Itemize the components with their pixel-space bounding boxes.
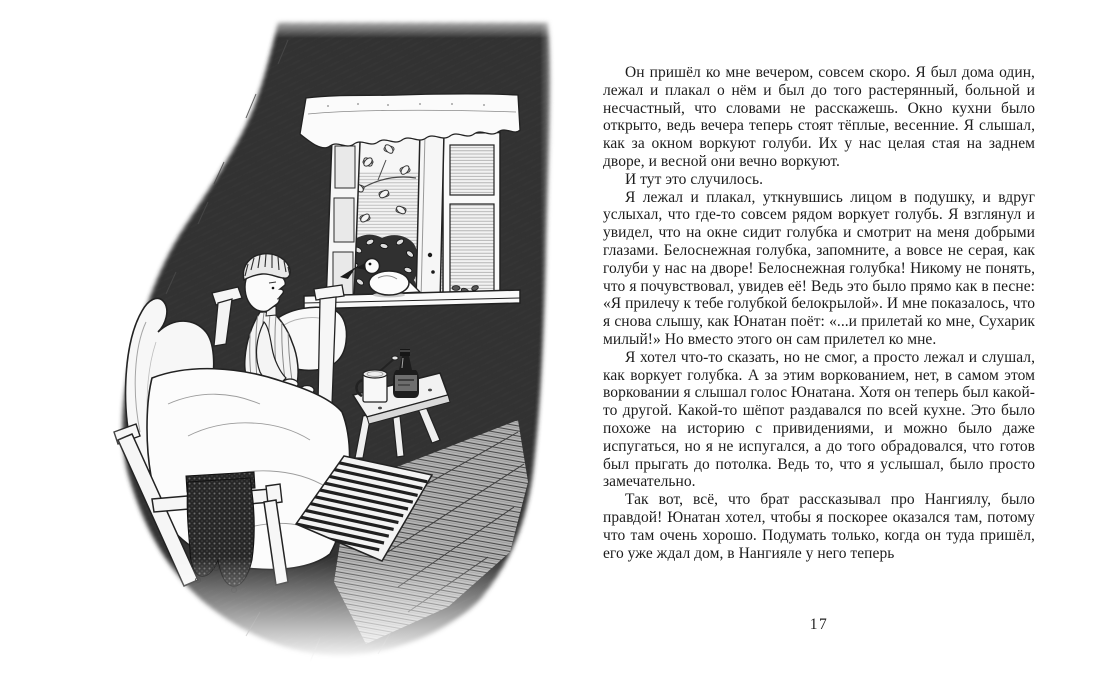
paragraph: Я хотел что-то сказать, но не смог, а просто лежал и слушал, как воркует голубка. А за этим воркованием, нет, в самом этом ворковании я слышал голос Юнатана. Хотя он теперь был какой-то другой. Какой-то шёпот раздавался по всей кухне. Это было похоже на историю с привидениями, и можно было даже испугаться, но я не испугался, а до того обрадовался, что готов был прыгать до потолка. Ведь то, что я услышал, было просто замечательно. bbox=[603, 348, 1035, 491]
paragraph: И тут это случилось. bbox=[625, 170, 764, 188]
illustration bbox=[48, 12, 568, 662]
page-number: 17 bbox=[809, 616, 829, 633]
top-fade bbox=[48, 12, 568, 38]
window-left-casement bbox=[326, 138, 360, 304]
paragraph: Так вот, всё, что брат рассказывал про Нангиялу, было правдой! Юнатан хотел, чтобы я поскорее оказался там, потому что там очень хорошо. Подумать только, когда он туда пришёл, его уже ждал дом, в Нангияле у него теперь bbox=[603, 491, 1035, 562]
paragraph: Он пришёл ко мне вечером, совсем скоро. Я был дома один, лежал и плакал о нём и был до того растерянный, больной и несчастный, что словами не расскажешь. Окно кухни было открыто, ведь вечера теперь стоят тёплые, весенние. Я слышал, как за окном воркуют голуби. Их у нас целая стая на заднем дворе, и весной они вечно воркуют. bbox=[603, 64, 1035, 170]
left-fade bbox=[48, 12, 128, 662]
window-right-sash bbox=[443, 132, 500, 302]
page-text bbox=[603, 64, 1035, 562]
window-right-casement bbox=[416, 130, 444, 304]
right-fade bbox=[540, 12, 568, 662]
window bbox=[304, 130, 520, 309]
paragraph: Я лежал и плакал, уткнувшись лицом в подушку, и вдруг услыхал, что где-то совсем рядом воркует голубь. Я взглянул и увидел, что на окне сидит голубка и смотрит на меня добрыми глазами. Белоснежная голубка, запомните, а вовсе не серая, как голуби у нас на дворе! Белоснежная голубка! Никому не понять, что я почувствовал, увидев её! Ведь это было прямо как в песне: «Я прилечу к тебе голубкой белокрылой». И мне показалось, что я снова слышу, как Юнатан поёт: «...и прилетай ко мне, Сухарик милый!» Но вместо этого он сам прилетел ко мне. bbox=[603, 188, 1035, 348]
